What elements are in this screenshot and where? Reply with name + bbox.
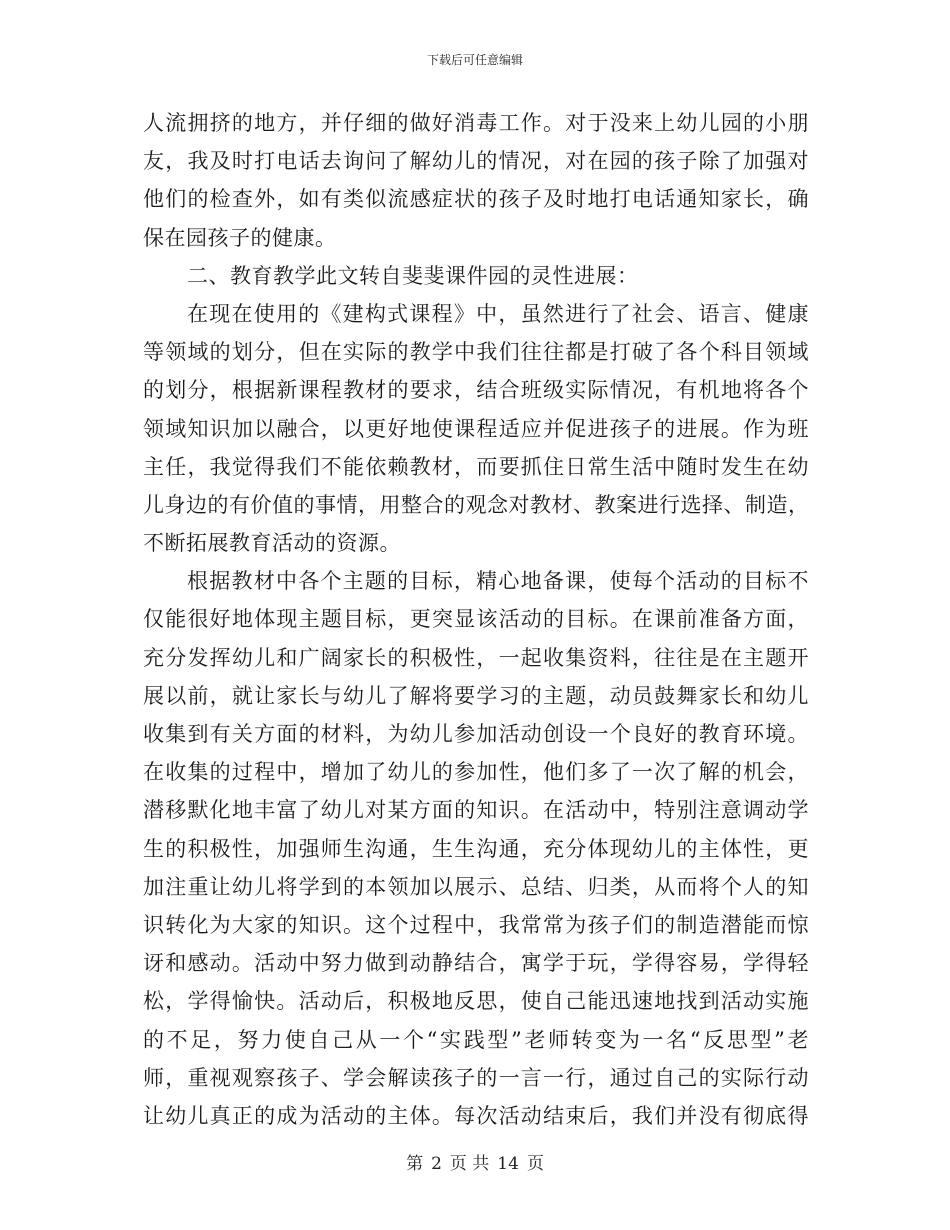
text-line: 仅能很好地体现主题目标，更突显该活动的目标。在课前准备方面， — [143, 607, 809, 632]
page-footer — [0, 1153, 950, 1175]
text-line: 加注重让幼儿将学到的本领加以展示、总结、归类，从而将个人的知 — [143, 874, 809, 899]
text-line: 等领域的划分，但在实际的教学中我们往往都是打破了各个科目领域 — [143, 340, 809, 365]
text-line: 的不足，努力使自己从一个“实践型”老师转变为一名“反思型”老 — [143, 1027, 809, 1052]
text-line: 让幼儿真正的成为活动的主体。每次活动结束后，我们并没有彻底得 — [143, 1103, 809, 1128]
text-line: 生的积极性，加强师生沟通，生生沟通，充分体现幼儿的主体性，更 — [143, 836, 809, 861]
page-total: 14 — [497, 1154, 519, 1174]
text-line: 在现在使用的《建构式课程》中，虽然进行了社会、语言、健康 — [187, 301, 809, 326]
text-line: 主任，我觉得我们不能依赖教材，而要抓住日常生活中随时发生在幼 — [143, 454, 809, 479]
text-line: 友，我及时打电话去询问了解幼儿的情况，对在园的孩子除了加强对 — [143, 149, 809, 174]
text-line: 保在园孩子的健康。 — [143, 225, 337, 250]
text-line: 松，学得愉快。活动后，积极地反思，使自己能迅速地找到活动实施 — [143, 989, 809, 1014]
page-number: 2 — [431, 1154, 442, 1174]
text-line: 收集到有关方面的材料，为幼儿参加活动创设一个良好的教育环境。 — [143, 722, 809, 746]
text-line: 根据教材中各个主题的目标，精心地备课，使每个活动的目标不 — [187, 569, 809, 594]
section-heading: 二、教育教学此文转自斐斐课件园的灵性进展： — [187, 263, 639, 288]
page-label-middle: 页 共 — [449, 1154, 490, 1174]
text-line: 师，重视观察孩子、学会解读孩子的一言一行，通过自己的实际行动 — [143, 1065, 809, 1090]
text-line: 他们的检查外，如有类似流感症状的孩子及时地打电话通知家长，确 — [143, 187, 809, 212]
text-line: 讶和感动。活动中努力做到动静结合，寓学于玩，学得容易，学得轻 — [143, 951, 809, 976]
text-line: 领域知识加以融合，以更好地使课程适应并促进孩子的进展。作为班 — [143, 416, 809, 441]
text-line: 人流拥挤的地方，并仔细的做好消毒工作。对于没来上幼儿园的小朋 — [143, 111, 809, 135]
text-line: 识转化为大家的知识。这个过程中，我常常为孩子们的制造潜能而惊 — [143, 912, 809, 937]
page-label-suffix: 页 — [526, 1154, 544, 1174]
page-label-prefix: 第 — [406, 1154, 424, 1174]
text-line: 在收集的过程中，增加了幼儿的参加性，他们多了一次了解的机会， — [143, 760, 809, 785]
text-line: 儿身边的有价值的事情，用整合的观念对教材、教案进行选择、制造， — [143, 492, 810, 517]
text-line: 充分发挥幼儿和广阔家长的积极性，一起收集资料，往往是在主题开 — [143, 645, 809, 670]
text-line: 不断拓展教育活动的资源。 — [143, 531, 401, 556]
page-header: 下载后可任意编辑 — [426, 53, 523, 67]
text-line: 展以前，就让家长与幼儿了解将要学习的主题，动员鼓舞家长和幼儿 — [143, 683, 809, 708]
text-line: 潜移默化地丰富了幼儿对某方面的知识。在活动中，特别注意调动学 — [143, 798, 809, 823]
text-line: 的划分，根据新课程教材的要求，结合班级实际情况，有机地将各个 — [143, 378, 809, 403]
body-text — [143, 104, 809, 1135]
